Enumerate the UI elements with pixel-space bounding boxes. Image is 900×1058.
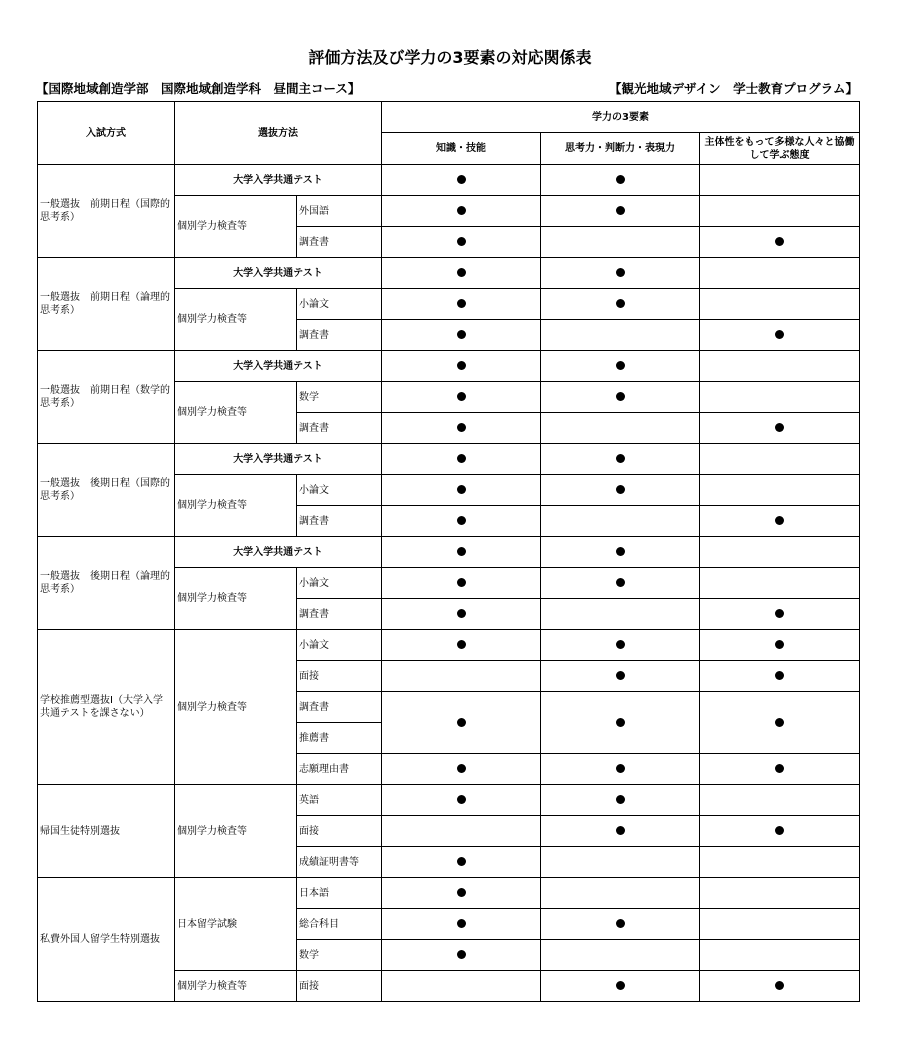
attitude-mark (700, 568, 860, 599)
knowledge-mark (382, 506, 541, 537)
filled-circle-icon (775, 609, 784, 618)
attitude-mark (700, 227, 860, 258)
filled-circle-icon (616, 919, 625, 928)
selection-common-test: 大学入学共通テスト (175, 444, 382, 475)
knowledge-mark (382, 785, 541, 816)
attitude-mark (700, 475, 860, 506)
thinking-mark (541, 227, 700, 258)
filled-circle-icon (457, 950, 466, 959)
header-row-1 (38, 102, 860, 133)
table-row (38, 878, 860, 909)
attitude-mark (700, 258, 860, 289)
thinking-mark (541, 599, 700, 630)
selection-item: 英語 (297, 785, 382, 816)
attitude-mark (700, 661, 860, 692)
faculty-label: 【国際地域創造学部 国際地域創造学科 昼間主コース】 (36, 81, 361, 96)
filled-circle-icon (457, 268, 466, 277)
knowledge-mark (382, 475, 541, 506)
selection-common-test: 大学入学共通テスト (175, 258, 382, 289)
header-thinking: 思考力・判断力・表現力 (541, 133, 700, 165)
filled-circle-icon (775, 671, 784, 680)
thinking-mark (541, 444, 700, 475)
thinking-mark (541, 320, 700, 351)
selection-method: 個別学力検査等 (175, 382, 297, 444)
selection-item: 日本語 (297, 878, 382, 909)
selection-item: 調査書 (297, 320, 382, 351)
selection-common-test: 大学入学共通テスト (175, 537, 382, 568)
selection-item: 面接 (297, 971, 382, 1002)
attitude-mark (700, 847, 860, 878)
attitude-mark (700, 351, 860, 382)
attitude-mark (700, 599, 860, 630)
knowledge-mark (382, 444, 541, 475)
selection-item: 小論文 (297, 630, 382, 661)
filled-circle-icon (457, 206, 466, 215)
knowledge-mark (382, 630, 541, 661)
selection-item: 面接 (297, 661, 382, 692)
filled-circle-icon (457, 919, 466, 928)
attitude-mark (700, 692, 860, 754)
filled-circle-icon (775, 516, 784, 525)
filled-circle-icon (616, 826, 625, 835)
filled-circle-icon (616, 361, 625, 370)
selection-item: 総合科目 (297, 909, 382, 940)
knowledge-mark (382, 351, 541, 382)
filled-circle-icon (616, 640, 625, 649)
selection-item: 成績証明書等 (297, 847, 382, 878)
thinking-mark (541, 816, 700, 847)
selection-item: 志願理由書 (297, 754, 382, 785)
knowledge-mark (382, 599, 541, 630)
thinking-mark (541, 568, 700, 599)
table-row (38, 444, 860, 475)
knowledge-mark (382, 971, 541, 1002)
admission-method: 一般選抜 前期日程（数学的思考系） (38, 351, 175, 444)
attitude-mark (700, 754, 860, 785)
filled-circle-icon (616, 175, 625, 184)
knowledge-mark (382, 196, 541, 227)
selection-item: 小論文 (297, 289, 382, 320)
selection-item: 調査書 (297, 506, 382, 537)
thinking-mark (541, 506, 700, 537)
selection-item: 調査書 (297, 413, 382, 444)
filled-circle-icon (457, 718, 466, 727)
thinking-mark (541, 847, 700, 878)
filled-circle-icon (616, 671, 625, 680)
knowledge-mark (382, 940, 541, 971)
table-body (38, 102, 860, 1002)
admission-method: 一般選抜 前期日程（論理的思考系） (38, 258, 175, 351)
table-row (38, 165, 860, 196)
table-row (38, 258, 860, 289)
selection-method: 個別学力検査等 (175, 971, 297, 1002)
filled-circle-icon (616, 485, 625, 494)
filled-circle-icon (457, 857, 466, 866)
attitude-mark (700, 506, 860, 537)
filled-circle-icon (616, 578, 625, 587)
selection-method: 個別学力検査等 (175, 475, 297, 537)
attitude-mark (700, 382, 860, 413)
attitude-mark (700, 444, 860, 475)
knowledge-mark (382, 816, 541, 847)
knowledge-mark (382, 692, 541, 754)
thinking-mark (541, 878, 700, 909)
thinking-mark (541, 351, 700, 382)
thinking-mark (541, 258, 700, 289)
filled-circle-icon (457, 299, 466, 308)
thinking-mark (541, 971, 700, 1002)
filled-circle-icon (616, 764, 625, 773)
selection-method: 個別学力検査等 (175, 568, 297, 630)
filled-circle-icon (457, 547, 466, 556)
selection-method: 個別学力検査等 (175, 196, 297, 258)
thinking-mark (541, 661, 700, 692)
selection-common-test: 大学入学共通テスト (175, 351, 382, 382)
knowledge-mark (382, 165, 541, 196)
knowledge-mark (382, 909, 541, 940)
table-row (38, 537, 860, 568)
knowledge-mark (382, 289, 541, 320)
filled-circle-icon (616, 981, 625, 990)
table-row (38, 630, 860, 661)
knowledge-mark (382, 382, 541, 413)
filled-circle-icon (457, 888, 466, 897)
selection-item: 小論文 (297, 568, 382, 599)
thinking-mark (541, 940, 700, 971)
selection-item: 調査書 (297, 227, 382, 258)
filled-circle-icon (775, 764, 784, 773)
selection-method: 個別学力検査等 (175, 289, 297, 351)
filled-circle-icon (457, 361, 466, 370)
filled-circle-icon (457, 392, 466, 401)
filled-circle-icon (775, 330, 784, 339)
admission-method: 一般選抜 後期日程（論理的思考系） (38, 537, 175, 630)
thinking-mark (541, 289, 700, 320)
filled-circle-icon (775, 718, 784, 727)
filled-circle-icon (457, 330, 466, 339)
attitude-mark (700, 785, 860, 816)
table-row (38, 785, 860, 816)
filled-circle-icon (616, 392, 625, 401)
thinking-mark (541, 785, 700, 816)
filled-circle-icon (457, 485, 466, 494)
attitude-mark (700, 196, 860, 227)
filled-circle-icon (457, 764, 466, 773)
filled-circle-icon (457, 423, 466, 432)
selection-item: 外国語 (297, 196, 382, 227)
thinking-mark (541, 413, 700, 444)
attitude-mark (700, 878, 860, 909)
knowledge-mark (382, 227, 541, 258)
filled-circle-icon (457, 237, 466, 246)
knowledge-mark (382, 258, 541, 289)
attitude-mark (700, 630, 860, 661)
knowledge-mark (382, 413, 541, 444)
selection-common-test: 大学入学共通テスト (175, 165, 382, 196)
thinking-mark (541, 475, 700, 506)
attitude-mark (700, 413, 860, 444)
thinking-mark (541, 909, 700, 940)
selection-item: 小論文 (297, 475, 382, 506)
thinking-mark (541, 382, 700, 413)
admission-method: 一般選抜 前期日程（国際的思考系） (38, 165, 175, 258)
table-row (38, 351, 860, 382)
knowledge-mark (382, 320, 541, 351)
thinking-mark (541, 692, 700, 754)
admission-method: 学校推薦型選抜Ⅰ（大学入学共通テストを課さない） (38, 630, 175, 785)
filled-circle-icon (457, 609, 466, 618)
evaluation-table (37, 101, 860, 1002)
knowledge-mark (382, 847, 541, 878)
filled-circle-icon (457, 516, 466, 525)
selection-item: 調査書 (297, 692, 382, 723)
thinking-mark (541, 630, 700, 661)
program-label: 【観光地域デザイン 学士教育プログラム】 (608, 81, 858, 96)
filled-circle-icon (457, 454, 466, 463)
attitude-mark (700, 971, 860, 1002)
knowledge-mark (382, 537, 541, 568)
filled-circle-icon (616, 718, 625, 727)
filled-circle-icon (616, 299, 625, 308)
attitude-mark (700, 909, 860, 940)
filled-circle-icon (616, 795, 625, 804)
attitude-mark (700, 537, 860, 568)
page-title: 評価方法及び学力の3要素の対応関係表 (308, 48, 592, 67)
selection-item: 数学 (297, 382, 382, 413)
filled-circle-icon (775, 237, 784, 246)
filled-circle-icon (616, 454, 625, 463)
filled-circle-icon (775, 640, 784, 649)
selection-method: 個別学力検査等 (175, 785, 297, 878)
thinking-mark (541, 754, 700, 785)
filled-circle-icon (457, 175, 466, 184)
thinking-mark (541, 537, 700, 568)
filled-circle-icon (457, 795, 466, 804)
selection-item: 調査書 (297, 599, 382, 630)
filled-circle-icon (775, 826, 784, 835)
attitude-mark (700, 940, 860, 971)
filled-circle-icon (457, 640, 466, 649)
selection-item: 数学 (297, 940, 382, 971)
header-three-elements: 学力の3要素 (382, 102, 860, 133)
thinking-mark (541, 196, 700, 227)
filled-circle-icon (775, 423, 784, 432)
filled-circle-icon (616, 547, 625, 556)
filled-circle-icon (616, 206, 625, 215)
knowledge-mark (382, 568, 541, 599)
selection-method: 日本留学試験 (175, 878, 297, 971)
knowledge-mark (382, 754, 541, 785)
attitude-mark (700, 289, 860, 320)
knowledge-mark (382, 878, 541, 909)
attitude-mark (700, 165, 860, 196)
admission-method: 一般選抜 後期日程（国際的思考系） (38, 444, 175, 537)
selection-item: 推薦書 (297, 723, 382, 754)
attitude-mark (700, 816, 860, 847)
header-method: 入試方式 (38, 102, 175, 165)
header-knowledge: 知識・技能 (382, 133, 541, 165)
attitude-mark (700, 320, 860, 351)
filled-circle-icon (775, 981, 784, 990)
admission-method: 帰国生徒特別選抜 (38, 785, 175, 878)
selection-item: 面接 (297, 816, 382, 847)
thinking-mark (541, 165, 700, 196)
selection-method: 個別学力検査等 (175, 630, 297, 785)
admission-method: 私費外国人留学生特別選抜 (38, 878, 175, 1002)
filled-circle-icon (457, 578, 466, 587)
header-selection: 選抜方法 (175, 102, 382, 165)
filled-circle-icon (616, 268, 625, 277)
header-attitude: 主体性をもって多様な人々と協働して学ぶ態度 (700, 133, 860, 165)
knowledge-mark (382, 661, 541, 692)
